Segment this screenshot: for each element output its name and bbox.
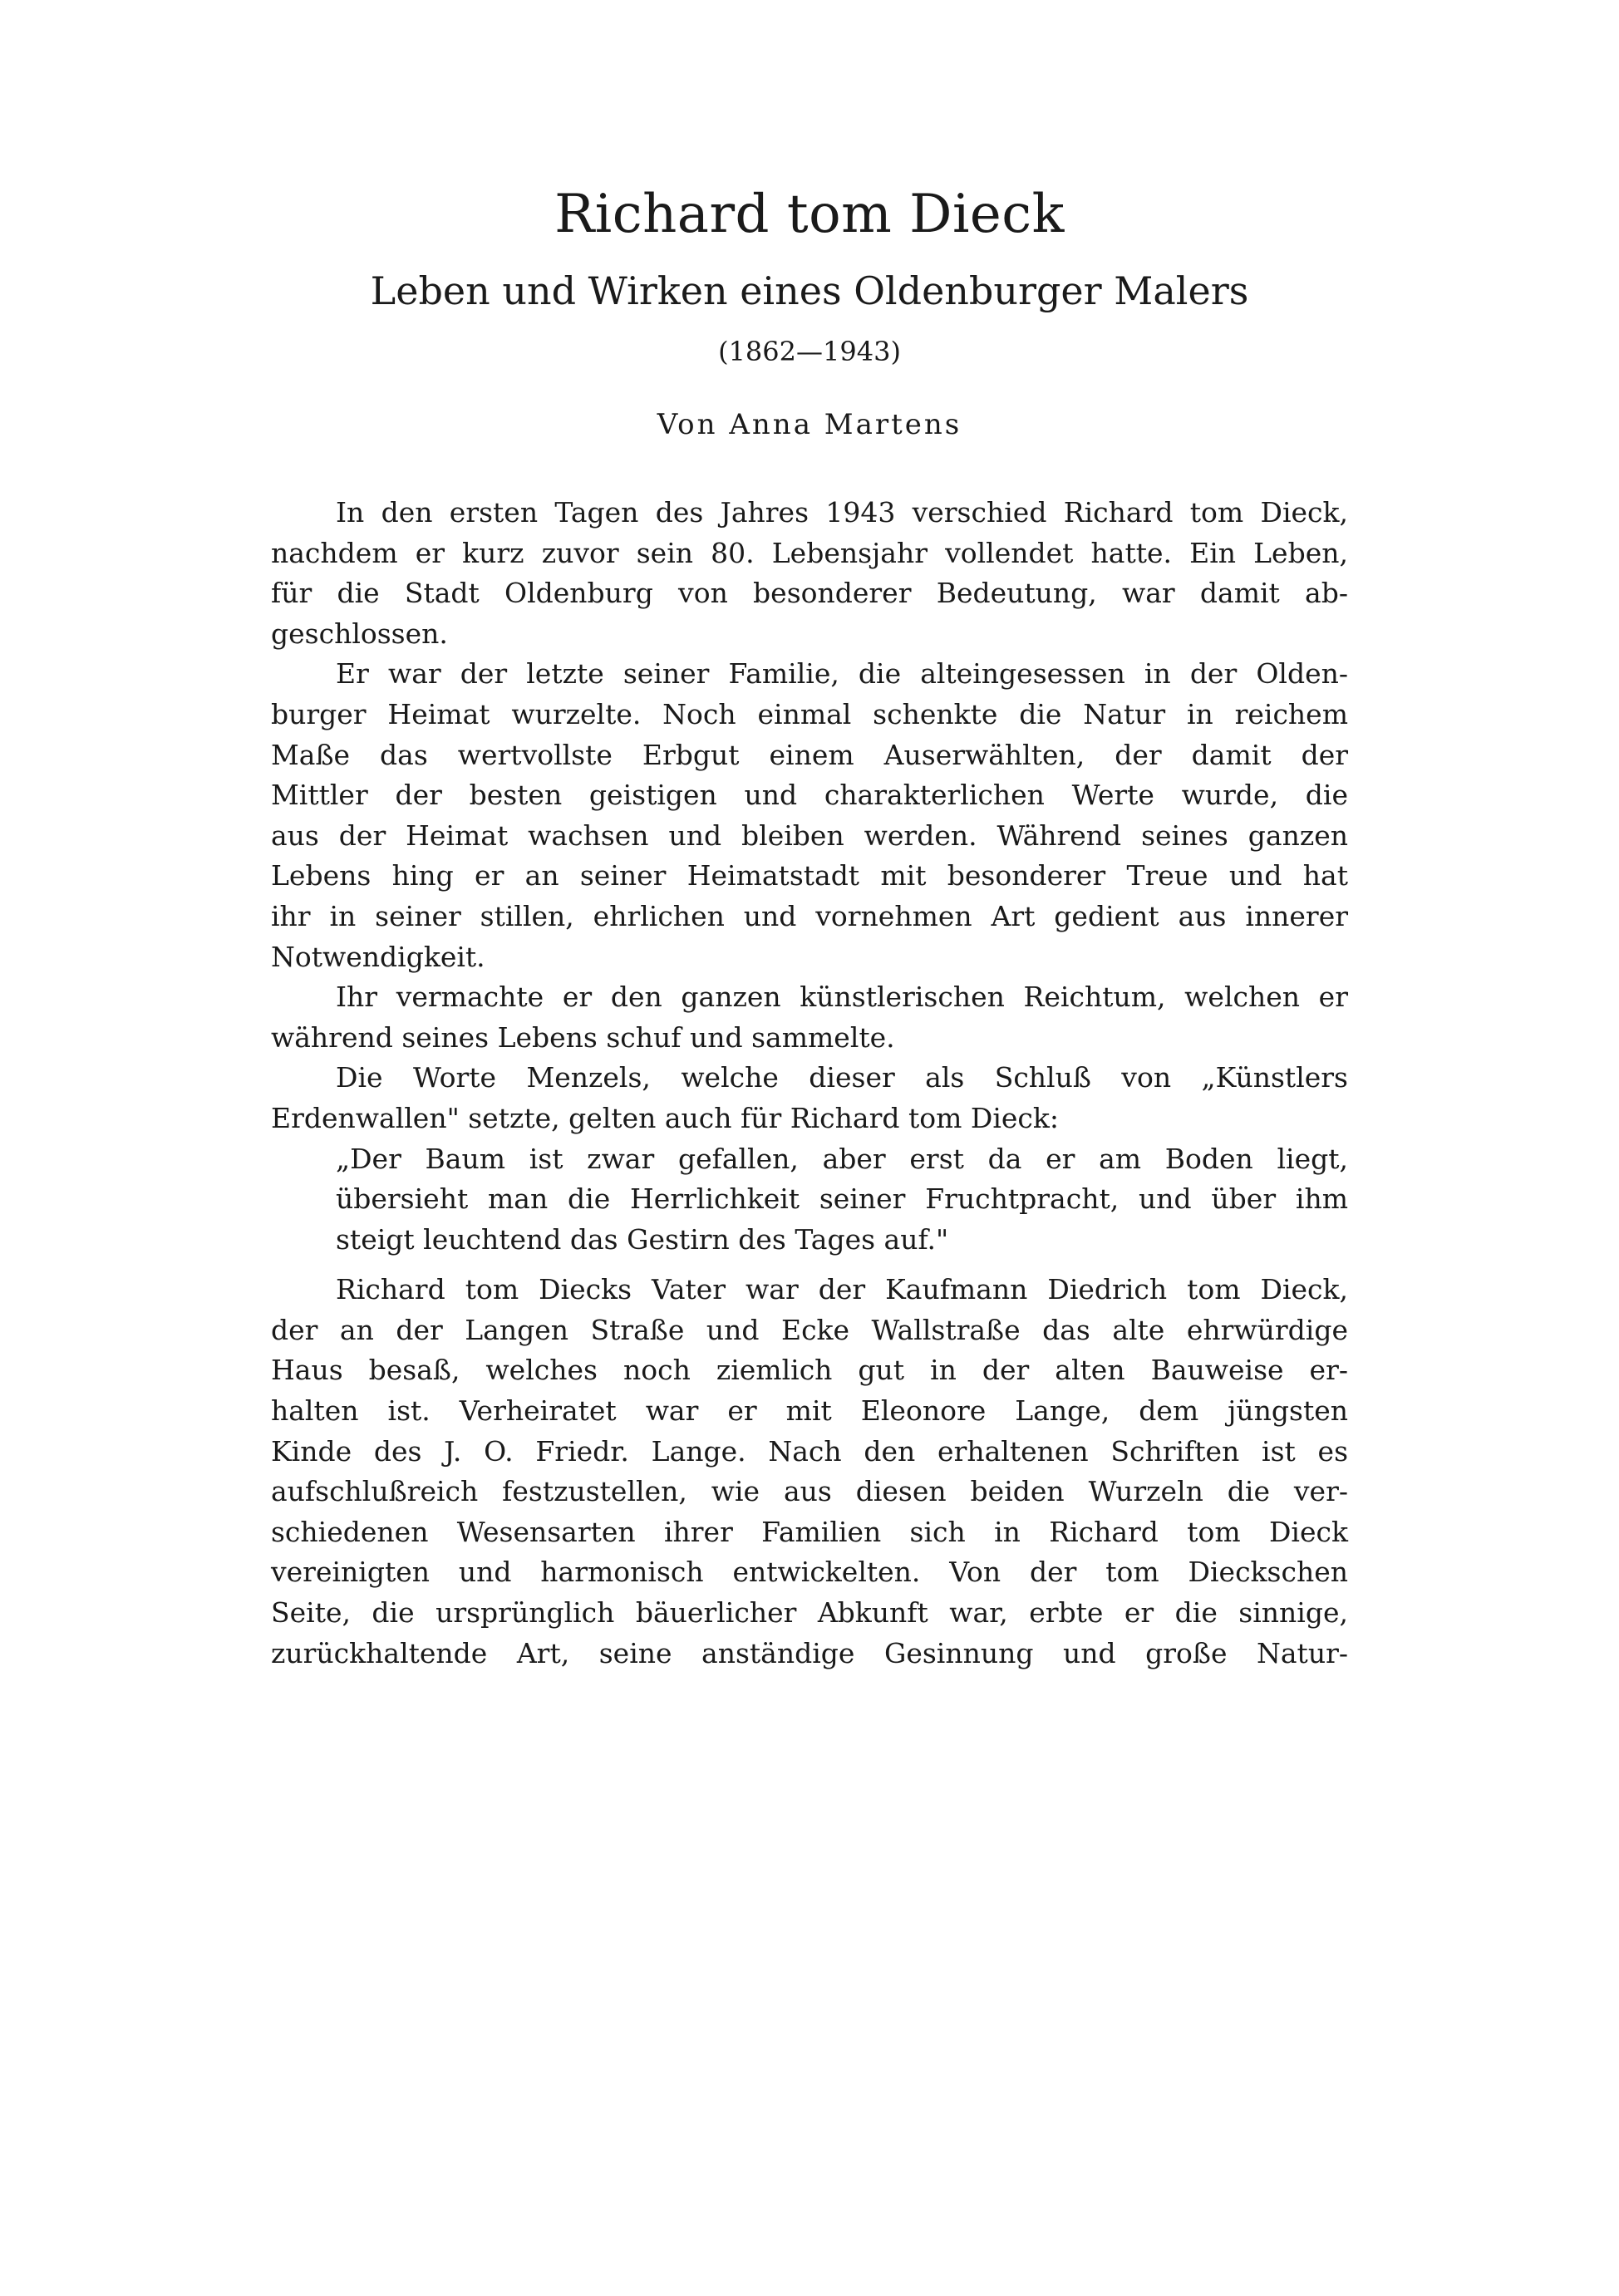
paragraph-3 <box>271 977 1348 1058</box>
text-line: burger Heimat wurzelte. Noch einmal schenkte die Natur in reichem <box>271 697 1348 730</box>
text-line: ihr in seiner stillen, ehrlichen und vornehmen Art gedient aus innerer <box>271 899 1348 932</box>
quote-line: steigt leuchtend das Gestirn des Tages auf." <box>336 1222 949 1256</box>
text-line: Er war der letzte seiner Familie, die alteingesessen in der Olden- <box>336 657 1348 691</box>
text-line: nachdem er kurz zuvor sein 80. Lebensjahr vollendet hatte. Ein Leben, <box>271 536 1348 569</box>
text-line: Ihr vermachte er den ganzen künstlerischen Reichtum, welchen er <box>336 981 1348 1014</box>
quote-line: übersieht man die Herrlichkeit seiner Fruchtpracht, und über ihm <box>336 1182 1348 1216</box>
paragraph-5 <box>271 1270 1348 1674</box>
text-line: Lebens hing er an seiner Heimatstadt mit besonderer Treue und hat <box>271 859 1348 892</box>
text-line: zurückhaltende Art, seine anständige Gesinnung und große Natur- <box>271 1636 1348 1669</box>
text-line: Erdenwallen" setzte, gelten auch für Richard tom Dieck: <box>271 1101 1060 1134</box>
text-line: aus der Heimat wachsen und bleiben werden. Während seines ganzen <box>271 819 1348 852</box>
text-line: Seite, die ursprünglich bäuerlicher Abkunft war, erbte er die sinnige, <box>271 1596 1348 1630</box>
article-body <box>271 493 1348 1674</box>
menzel-quote <box>271 1139 1348 1261</box>
text-line: halten ist. Verheiratet war er mit Eleonore Lange, dem jüngsten <box>271 1394 1348 1428</box>
paragraph-2 <box>271 654 1348 977</box>
text-line: schiedenen Wesensarten ihrer Familien sich in Richard tom Dieck <box>271 1515 1348 1548</box>
text-line: geschlossen. <box>271 617 448 650</box>
text-line: während seines Lebens schuf und sammelte. <box>271 1020 895 1054</box>
paragraph-gap <box>271 1260 1348 1270</box>
text-line: aufschlußreich festzustellen, wie aus diesen beiden Wurzeln die ver- <box>271 1475 1348 1508</box>
life-years: (1862—1943) <box>718 336 901 367</box>
text-line: vereinigten und harmonisch entwickelten. Von der tom Dieckschen <box>271 1556 1348 1589</box>
text-line: für die Stadt Oldenburg von besonderer Bedeutung, war damit ab- <box>271 577 1348 610</box>
text-line: Richard tom Diecks Vater war der Kaufmann Diedrich tom Dieck, <box>336 1273 1348 1306</box>
text-line: der an der Langen Straße und Ecke Wallstraße das alte ehrwürdige <box>271 1313 1348 1346</box>
text-line: Notwendigkeit. <box>271 940 485 973</box>
text-line: Kinde des J. O. Friedr. Lange. Nach den erhaltenen Schriften ist es <box>271 1434 1348 1468</box>
text-line: In den ersten Tagen des Jahres 1943 verschied Richard tom Dieck, <box>336 496 1348 529</box>
quote-line: „Der Baum ist zwar gefallen, aber erst da er am Boden liegt, <box>336 1142 1348 1175</box>
author-byline: Von Anna Martens <box>657 408 962 441</box>
text-line: Maße das wertvollste Erbgut einem Auserwählten, der damit der <box>271 738 1348 771</box>
article-title: Richard tom Dieck <box>554 184 1065 245</box>
article-subtitle: Leben und Wirken eines Oldenburger Malers <box>370 268 1249 313</box>
paragraph-4 <box>271 1058 1348 1138</box>
text-line: Die Worte Menzels, welche dieser als Schluß von „Künstlers <box>336 1061 1348 1094</box>
text-line: Haus besaß, welches noch ziemlich gut in der alten Bauweise er- <box>271 1354 1348 1387</box>
paragraph-1 <box>271 493 1348 654</box>
text-line: Mittler der besten geistigen und charakterlichen Werte wurde, die <box>271 779 1348 812</box>
